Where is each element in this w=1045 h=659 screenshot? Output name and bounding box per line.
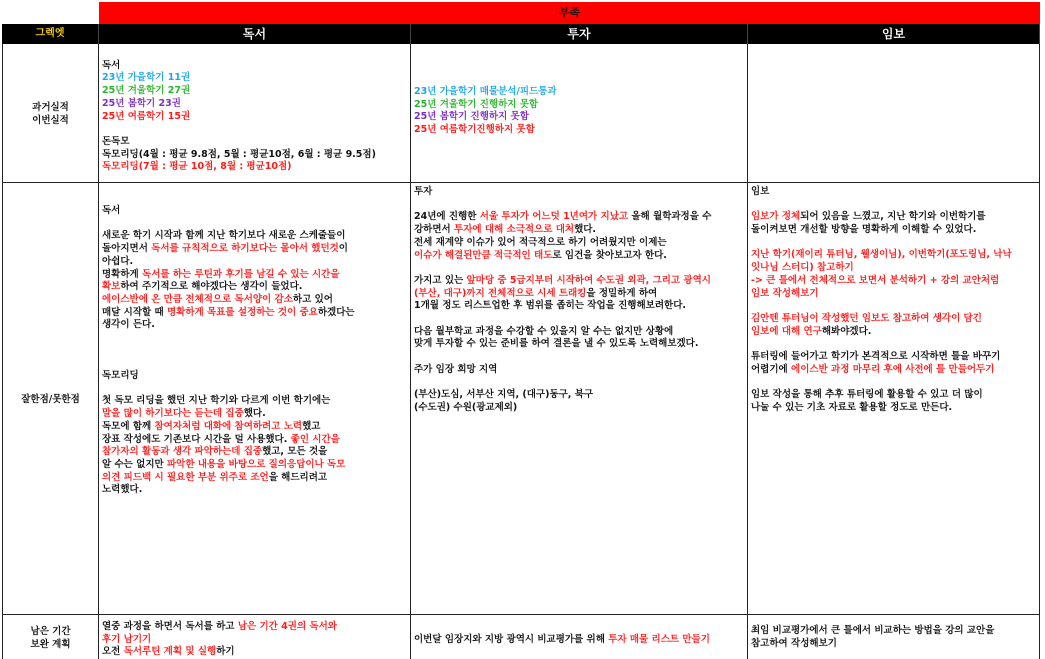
text-segment: 을 정밀하게 하여 <box>586 287 658 299</box>
text-line <box>102 621 407 634</box>
text-segment: 명확하게 목표를 설정하는 것이 중요 <box>166 306 318 318</box>
text-segment: 에이스반에 온 만큼 전체적으로 독서양이 감소 <box>102 293 293 305</box>
text-line: 돈독모 <box>102 135 130 147</box>
text-line <box>414 364 744 377</box>
text-segment: 임보 작성해보기 <box>751 287 819 299</box>
text-segment: 에이스반 과정 마무리 후에 사전에 틀 만들어두기 <box>791 363 995 375</box>
text-line <box>414 634 744 647</box>
text-segment: 투자 <box>414 186 433 197</box>
text-line <box>414 211 744 224</box>
text-line <box>102 634 407 647</box>
text-line <box>751 313 1036 326</box>
text-line <box>102 307 407 320</box>
text-line <box>751 288 1036 301</box>
text-segment: 임보 <box>751 186 770 197</box>
text-segment: 잇나님 스터디) 참고하기 <box>751 262 854 274</box>
text-segment: 했고 <box>302 420 321 432</box>
text-line <box>414 186 744 199</box>
text-segment: (부산, 대구)까지 전체적으로 시세 트래킹 <box>414 287 587 299</box>
text-line <box>751 389 1036 402</box>
text-segment: 하여 주기적으로 해야겠다는 생각이 들었다. <box>120 281 303 293</box>
text-segment: 새로운 학기 시작과 함께 지난 학기보다 새로운 스케줄들이 <box>102 230 346 242</box>
text-line <box>102 256 407 269</box>
text-segment: 참여자처럼 대화에 참여하려고 노력 <box>154 420 303 432</box>
text-line <box>102 269 407 282</box>
text-line <box>414 621 744 634</box>
row-label-line: 남은 기간 <box>30 625 71 637</box>
text-segment: 튜터링에 들어가고 학기가 본격적으로 시작하면 틀을 바꾸기 <box>751 351 1001 363</box>
banner-title: 부족 <box>99 2 1040 24</box>
text-line <box>414 376 744 389</box>
text-line <box>102 383 407 396</box>
text-line: 23년 가을학기 11권 <box>102 72 191 84</box>
text-line <box>751 326 1036 339</box>
text-segment: 장표 작성에도 기존보다 시간을 덜 사용했다. <box>102 433 291 445</box>
text-segment: 투자 매물 리스트 만들기 <box>608 633 710 645</box>
text-segment: 김안텐 튜터님이 작성했던 임보도 참고하여 생각이 담긴 <box>751 312 982 324</box>
text-line <box>414 351 744 364</box>
text-segment: 로 임건을 찾아보고자 한다. <box>552 249 667 261</box>
cell-reading-plan[interactable] <box>99 615 411 659</box>
text-line <box>414 389 744 402</box>
text-segment: 이번달 임장지와 지방 광역시 비교평가를 위해 <box>414 633 609 645</box>
text-line <box>102 357 407 370</box>
text-segment: 아쉽다. <box>102 255 134 267</box>
header-investment: 투자 <box>411 24 748 44</box>
text-segment: 의견 피드백 시 필요한 부분 위주로 조언 <box>102 471 269 483</box>
text-segment: 지난 학기(재이리 튜터님, 웰생이님), 이번학기(포도링님, 낙낙 <box>751 249 1012 261</box>
text-line <box>751 211 1036 224</box>
text-segment: 이 <box>338 243 348 255</box>
row-label-line: 보완 계획 <box>30 638 71 650</box>
text-line: 25년 여름학기진행하지 못함 <box>414 124 535 136</box>
header-category: 그렉엣 <box>2 24 99 44</box>
text-segment: 독서를 규칙적으로 하기보다는 몰아서 했던것 <box>151 243 339 255</box>
text-line <box>414 338 744 351</box>
text-segment: (부산)도심, 서부산 지역, (대구)동구, 북구 <box>414 389 594 401</box>
text-line <box>414 300 744 313</box>
text-segment: 돌이켜보면 개선할 방향을 명확하게 이해할 수 있었다. <box>751 224 977 236</box>
text-segment: 앞마당 중 5급지부터 시작하여 수도권 외곽, 그리고 광역시 <box>466 274 711 286</box>
cell-reading-review[interactable] <box>99 183 411 615</box>
text-segment: 확보 <box>102 281 121 293</box>
row-label-line: 과거실적 <box>32 101 69 113</box>
text-line <box>414 313 744 326</box>
text-segment: 참고하여 작성해보기 <box>751 637 837 649</box>
cell-report-plan[interactable] <box>748 615 1040 659</box>
text-line <box>102 459 407 472</box>
cell-investment-review[interactable] <box>411 183 748 615</box>
text-line <box>102 446 407 459</box>
cell-reading-performance[interactable] <box>99 44 411 183</box>
text-line <box>102 319 407 332</box>
text-line <box>102 332 407 345</box>
text-segment: -> 큰 틀에서 전체적으로 보면서 분석하기 + 강의 교안처럼 <box>751 274 1000 286</box>
text-segment: 매달 시작할 때 <box>102 306 167 318</box>
text-line <box>751 338 1036 351</box>
text-line <box>102 395 407 408</box>
text-line <box>102 345 407 358</box>
text-line <box>751 224 1036 237</box>
text-segment: 어렵기에 <box>751 363 792 375</box>
text-segment: 알 수는 없지만 <box>102 458 167 470</box>
text-segment: 나눌 수 있는 기초 자료로 활용할 정도로 만든다. <box>751 401 953 413</box>
text-line: 25년 겨울학기 진행하지 못함 <box>414 98 539 110</box>
text-line <box>102 294 407 307</box>
cell-report-performance[interactable] <box>748 44 1040 183</box>
text-segment: 다음 월부학교 과정을 수강할 수 있을지 알 수는 없지만 상황에 <box>414 325 674 337</box>
text-segment: 좋인 시간을 <box>290 433 340 445</box>
text-line <box>751 186 1036 199</box>
text-segment: 했고, 모든 것을 <box>262 446 328 458</box>
text-line <box>414 262 744 275</box>
text-segment: (수도권) 수원(광교제외) <box>414 401 518 413</box>
text-line <box>102 421 407 434</box>
text-segment: 남은 기간 4권의 독서와 <box>237 621 337 632</box>
text-line: 독모리딩(4월 : 평균 9.8점, 5월 : 평균10점, 6월 : 평균 9.5점) <box>102 148 376 160</box>
text-line: 독모리딩(7월 : 평균 10점, 8월 : 평균10점) <box>102 161 292 173</box>
text-segment: 을 해드리려고 <box>268 471 328 483</box>
text-line <box>751 376 1036 389</box>
text-line: 독서 <box>102 59 121 71</box>
text-line <box>102 434 407 447</box>
row-label-line: 이번실적 <box>32 114 69 126</box>
text-line <box>751 262 1036 275</box>
text-segment: 하고 있어 <box>292 293 333 305</box>
text-segment: 임보가 정체 <box>751 211 801 223</box>
text-line <box>751 351 1036 364</box>
row-label-strengths-weaknesses <box>2 183 99 615</box>
text-line <box>751 237 1036 250</box>
text-line <box>102 47 407 60</box>
text-segment: 투자에 대해 소극적으로 대처 <box>454 224 575 236</box>
text-line <box>751 275 1036 288</box>
cell-report-review[interactable] <box>748 183 1040 615</box>
text-line <box>102 243 407 256</box>
text-line: 25년 여름학기 15권 <box>102 110 191 122</box>
text-line <box>102 370 407 383</box>
text-segment: 독서 <box>102 205 121 216</box>
text-segment: 독서루틴 계획 및 실행 <box>123 646 217 658</box>
text-segment: 참가자의 활동과 생각 파악하는데 집중 <box>102 446 263 458</box>
text-segment: 맞게 투자할 수 있는 준비를 하여 결론을 낼 수 있도록 노력해보겠다. <box>414 338 699 350</box>
text-line <box>414 250 744 263</box>
text-line <box>751 402 1036 415</box>
text-segment: 하기 <box>216 646 235 658</box>
text-line: 25년 봄학기 23권 <box>102 97 181 109</box>
text-segment: 명확하게 <box>102 268 143 280</box>
text-line: 25년 겨울학기 27권 <box>102 85 191 97</box>
row-label-past-performance <box>2 44 99 183</box>
header-report: 임보 <box>748 24 1040 44</box>
text-line <box>102 472 407 485</box>
text-line <box>414 326 744 339</box>
text-segment: 되어 있음을 느꼈고, 지난 학기와 이번학기를 <box>800 211 986 223</box>
text-segment: 했다. <box>243 408 266 420</box>
text-line: 25년 봄학기 진행하지 못함 <box>414 111 529 123</box>
text-line: 23년 가을학기 매물분석/피드통과 <box>414 86 557 97</box>
text-line <box>751 625 1036 638</box>
text-segment: 이슈가 해결된만큼 적극적인 태도 <box>414 249 553 261</box>
text-line <box>102 408 407 421</box>
text-line <box>751 638 1036 651</box>
text-line <box>102 123 407 136</box>
text-segment: 해봐야겠다. <box>821 325 872 337</box>
text-segment: 하겠다는 <box>317 306 355 318</box>
text-line <box>102 646 407 659</box>
text-segment: 독모에 함께 <box>102 420 155 432</box>
text-segment: 말을 많이 하기보다는 듣는데 집중 <box>102 408 244 420</box>
text-line <box>751 199 1036 212</box>
text-line <box>414 237 744 250</box>
text-segment: 서울 투자가 어느덧 1년여가 지났고 <box>479 211 629 223</box>
text-line <box>751 300 1036 313</box>
text-segment: 했다. <box>574 224 597 236</box>
text-segment: 열중 과정을 하면서 독서를 하고 <box>102 621 238 632</box>
text-segment: 후기 남기기 <box>102 633 152 645</box>
text-segment: 임보에 대해 연구 <box>751 325 822 337</box>
text-segment: 24년에 진행한 <box>414 211 480 223</box>
cell-investment-plan[interactable] <box>411 615 748 659</box>
text-segment: 최임 비교평가에서 큰 틀에서 비교하는 방법을 강의 교안을 <box>751 625 995 636</box>
text-line <box>102 484 407 497</box>
text-segment: 노력했다. <box>102 484 143 496</box>
text-line <box>414 402 744 415</box>
row-label-line: 잘한점/못한점 <box>21 393 80 405</box>
text-segment: 독모리딩 <box>102 370 139 382</box>
header-reading: 독서 <box>99 24 411 44</box>
text-line <box>102 218 407 231</box>
text-line <box>414 224 744 237</box>
text-segment: 임보 작성을 통해 추후 튜터링에 활용할 수 있고 더 많이 <box>751 389 983 401</box>
text-segment: 생각이 든다. <box>102 319 155 331</box>
text-line <box>751 249 1036 262</box>
text-segment: 올해 월학과정을 수 <box>628 211 712 223</box>
row-label-remaining-plan <box>2 615 99 659</box>
text-line <box>102 205 407 218</box>
text-line <box>102 230 407 243</box>
text-segment: 파악한 내용을 바탕으로 질의응답이나 독모 <box>166 458 346 470</box>
text-segment: 가지고 있는 <box>414 274 467 286</box>
text-segment: 1개월 정도 리스트업한 후 범위를 좁히는 작업을 진행해보려한다. <box>414 300 686 312</box>
text-line <box>102 281 407 294</box>
text-segment: 주가 임장 희망 지역 <box>414 363 498 375</box>
text-segment: 전세 재계약 이슈가 있어 적극적으로 하기 어려웠지만 이제는 <box>414 236 667 248</box>
text-line <box>414 199 744 212</box>
text-segment: 돌아지면서 <box>102 243 152 255</box>
text-line <box>414 288 744 301</box>
text-segment: 독서를 하는 루틴과 후기를 남길 수 있는 시간을 <box>142 268 340 280</box>
text-line <box>414 275 744 288</box>
text-segment: 강하면서 <box>414 224 455 236</box>
text-line <box>751 364 1036 377</box>
cell-investment-performance[interactable] <box>411 44 748 183</box>
text-segment: 첫 독모 리딩을 했던 지난 학기와 다르게 이번 학기에는 <box>102 395 331 407</box>
text-segment: 오전 <box>102 646 124 658</box>
